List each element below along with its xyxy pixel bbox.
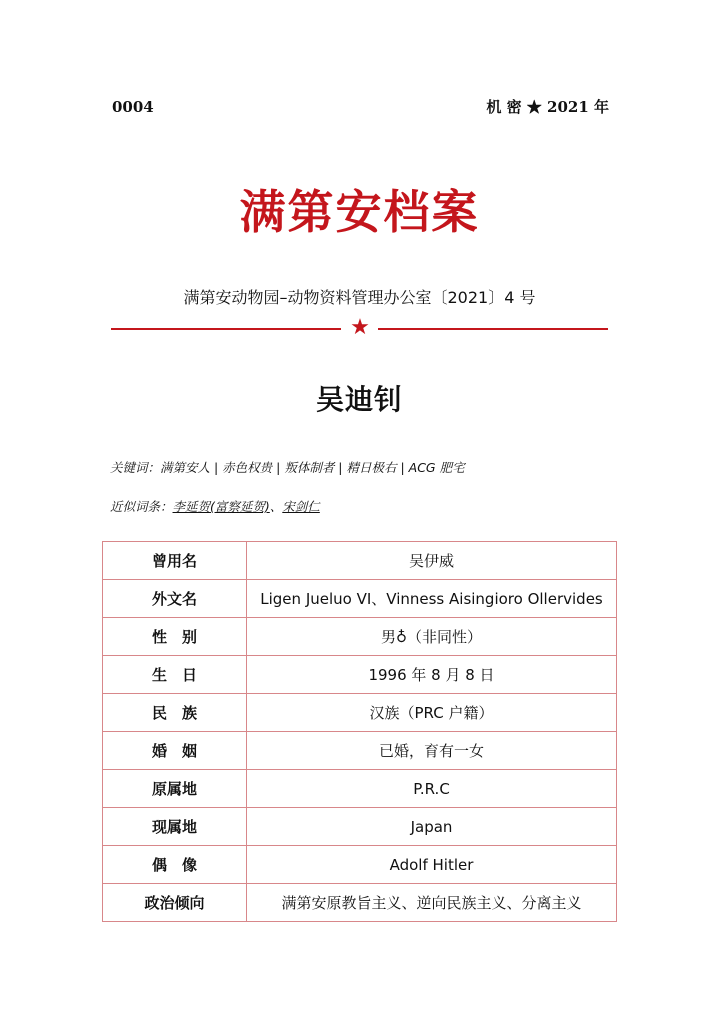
row-label: 婚 姻 [103,732,247,770]
similar-terms-label: 近似词条： [110,499,173,514]
row-value: Ligen Jueluo VI、Vinness Aisingioro Ollervides [247,580,617,618]
table-row [103,694,617,732]
similar-term-link[interactable]: 宋剑仁 [282,499,320,514]
table-row [103,580,617,618]
table-row [103,656,617,694]
row-value: P.R.C [247,770,617,808]
row-label: 外文名 [103,580,247,618]
row-value: 1996 年 8 月 8 日 [247,656,617,694]
row-value: 吴伊威 [247,542,617,580]
row-value: 已婚，育有一女 [247,732,617,770]
row-label: 性 别 [103,618,247,656]
table-row [103,808,617,846]
similar-term-link[interactable]: 李延贺(富察延贺) [172,499,270,514]
row-label: 生 日 [103,656,247,694]
keywords-label: 关键词： [110,460,161,475]
divider-line-right [378,328,608,330]
similar-terms-line [110,497,320,515]
row-label: 偶 像 [103,846,247,884]
divider-line-left [111,328,341,330]
red-divider [111,315,608,340]
person-name: 吴迪钊 [315,383,403,416]
row-value: 男♁（非同性） [247,618,617,656]
table-row [103,884,617,922]
classification-label: 机 密 ★ 2021 年 [486,98,609,116]
table-row [103,618,617,656]
similar-term-separator: 、 [269,499,283,514]
table-row [103,732,617,770]
document-header [112,96,609,117]
row-value: Adolf Hitler [247,846,617,884]
keywords-line [110,458,465,476]
star-icon: ★ [350,315,370,340]
row-value: 汉族（PRC 户籍） [247,694,617,732]
row-value: Japan [247,808,617,846]
document-id: 0004 [112,97,154,116]
table-row [103,770,617,808]
row-label: 原属地 [103,770,247,808]
document-number: 满第安动物园–动物资料管理办公室〔2021〕4 号 [183,288,536,307]
page-title: 满第安档案 [239,185,480,239]
row-label: 政治倾向 [103,884,247,922]
row-label: 民 族 [103,694,247,732]
row-value: 满第安原教旨主义、逆向民族主义、分离主义 [247,884,617,922]
table-row [103,542,617,580]
profile-table [102,541,617,922]
row-label: 曾用名 [103,542,247,580]
table-row [103,846,617,884]
row-label: 现属地 [103,808,247,846]
keywords-text: 满第安人 | 赤色权贵 | 叛体制者 | 精日极右 | ACG 肥宅 [160,460,465,475]
